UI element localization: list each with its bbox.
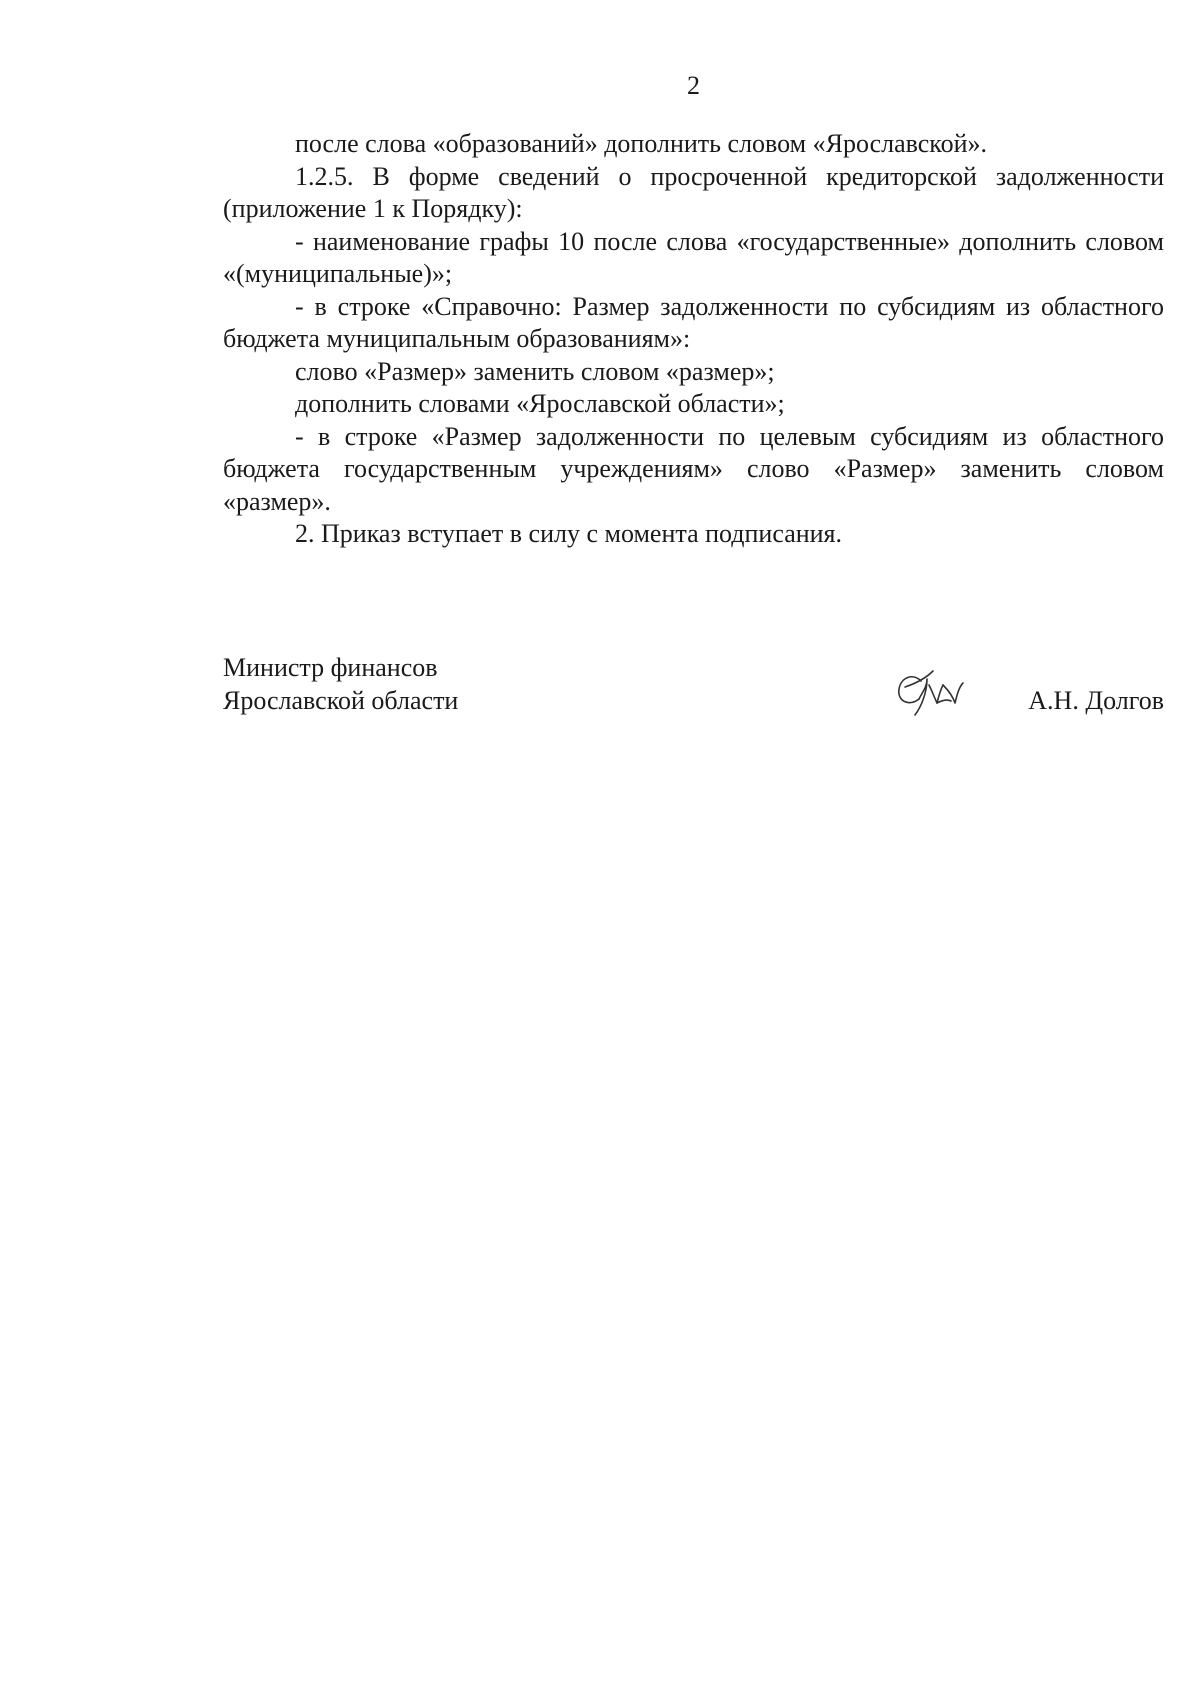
paragraph: слово «Размер» заменить словом «размер»; [295, 356, 775, 386]
paragraph: после слова «образований» дополнить словом «Ярославской». [295, 129, 988, 158]
paragraph: 2. Приказ вступает в силу с момента подписания. [295, 519, 843, 548]
signer-title [223, 651, 458, 717]
page-number: 2 [687, 71, 700, 100]
signer-name: А.Н. Долгов [1028, 686, 1164, 715]
signer-title-line: Ярославской области [223, 686, 459, 715]
paragraph: - в строке «Размер задолженности по целевым субсидиям из областного бюджета государственным учреждениям» слово «Размер» заменить словом «размер». [223, 421, 1164, 516]
paragraph: дополнить словами «Ярославской области»; [295, 389, 785, 418]
paragraph: - наименование графы 10 после слова «государственные» дополнить словом «(муниципальные)»; [223, 226, 1164, 288]
paragraph: 1.2.5. В форме сведений о просроченной кредиторской задолженности (приложение 1 к Порядку): [223, 161, 1164, 223]
handwritten-signature [893, 663, 973, 719]
signature-block [223, 651, 1164, 721]
paragraph: - в строке «Справочно: Размер задолженности по субсидиям из областного бюджета муниципальным образованиям»: [223, 291, 1164, 353]
signer-title-line: Министр финансов [223, 653, 438, 682]
document-body [223, 128, 1164, 551]
